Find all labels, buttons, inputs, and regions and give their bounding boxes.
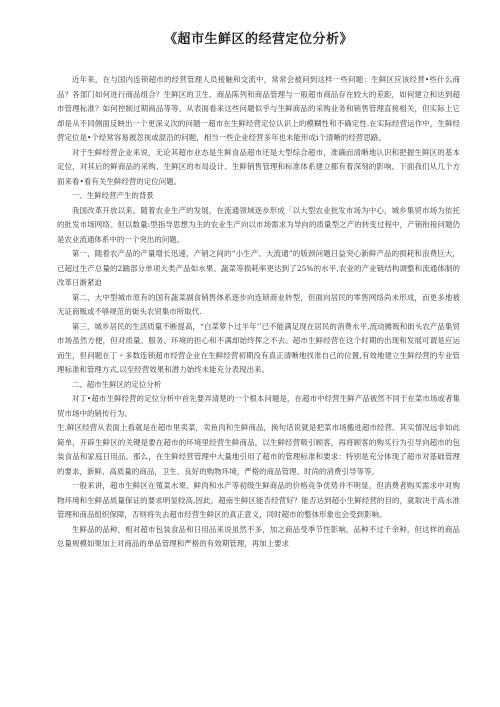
paragraph: 生鲜品的品种，相对超市包装食品和日用品来说虽然不多，加之商品受季节性影响，品种不过千余种，但这样的商品总量规模如果加上对商品的单品管理和严格的有效期管理，再加上要求: [57, 524, 460, 548]
section-heading: 一、生鲜经营产生的背景: [71, 191, 154, 200]
section-heading: 二、超市生鲜区的定位分析: [71, 379, 162, 389]
paragraph: 对于生鲜经营企业来说，无论其超市业态是生鲜食品超市还是大型综合超市，准确而清晰地认识和把握生鲜区的基本定位，对其后的鲜商品的采购、生鲜区的布局设计、生鲜销售管理和标准体系建立都有着深刻的影响。下面我们从几个方面来看•看有关生鲜经营的定位问题。: [57, 147, 460, 186]
paragraph: 对丁•超市生鲜经营的定位分析中首先要弄清楚的一个根本问题是，在超市中经营生鲜产品被然不同于在菜市场或者集贸市场中的销传行为。: [57, 394, 460, 418]
paragraph: 我国改革开放以来，随着农业生产的发展，在流通领域逐步形成「以大型农业批发市场为中心，城乡集贸市场为依托的批发市场网络。但以数量:型指导思想为主的农业生产向以市场需求为导向的质量型之产的转变过程中，产销衔接问题仍是农业流通体系中的一个突出的问题。: [57, 205, 460, 244]
paragraph: 第三，城乡居民的生活质量不断提高，“白菜萝卜过半年’’已不能满足现在居民的消费水平,流动摊贩和街头农产品集贸市场虽然方便，但对质量、服务、环境的担心和不满却始终挥之不去。超市生鲜经营在这个时期的出现和发展可谓是应运而生，但问题在丁・多数连锁超市经营企业在生鲜经营初期没有真正清晰地找准自己的位置,有效地建立生鲜经营的专业管理标准和管理方式,以至经营效果和潜力始终未能充分表现出来。: [57, 321, 460, 374]
document-title: 《超市生鲜区的经营定位分析》: [163, 32, 353, 47]
paragraph: 近年来，在与国内连锁超市的经营管理人员接触和交流中，常常会被问到这样一些问题：生鲜区应该经营•些什么商品？各部门如何进行商品组合？生鲜区的卫生、商品陈列和商品管理与一般超市商品存在较大的差距，如何建立和达到超市管理标准？如何控制过期商品等等。从表面看来这些问题似乎与生鲜商品的采购业务和销售管理直接相关，但实际上它却是从不同侧面反映出一个更深义次的问题一超市在生鲜经营定位认识上的模糊性和不确定性.在实际经营运作中，生鲜经营定位是•个经常容易被忽视或混沿的问题，相当一些企业经营多年也未能形成i个清晰的经营思路。: [57, 75, 460, 142]
paragraph: 生.鲜区经营从表面上看就是在超市里卖菜，卖鱼肉和生鲜商品，换句话说就是把菜市场搬进超市经营。其实情况远非如此简单，开辟生鲜区的关键是要在超市的环境里经营生鲜商品，以生鲜经营吸引顾客，再将顾客的购买行为引导向超市的包装食品和家庭日用品。那么，在生鲜经营管理中大量地引用了超市的管理标准和要求：特别是充分体现了超市对基础管理的要求，新鲜、高质量的商品，卫生、良好的购物环境，严格的商品管理、时尚的消费引导等等。: [57, 423, 460, 476]
paragraph: 一般来讲，超市生鲜区在殖菜水果、鲜肉和水产等初级生鲜商品的价格竞争优势并不明显，但消费者购买需求中对购物环境和生鲜品质量保证的要求明显较高,因此，超南生鲜区能否经营好？能否达到超小生鲜经营的目的，就取决于高水准管理和商品组织保障，否则将失去超市经营生鲜区的真正意义，同时超市的整体形象也会受到影响。: [57, 481, 460, 519]
paragraph: 第二，大中型城市原有的国有蔬菜副食销售体系逐步向连锁商业转型，但面向居民的零售网络尚未形成，而更多地被无证商贩或不够规范的街头农贸集市所取代.: [57, 292, 460, 316]
paragraph: 第一，随着农产品的产量增长迅速，产销之间的“小生产、大流通”的版颈问题日益突心新鲜产品的损耗和浪费巨大，已超过生产总量的2踹部分单项大类产品如水果、蔬菜等损耗率更达到了25%的水平,农业的产业链结构调整和流通体制的改革日渐紧迫: [57, 249, 460, 287]
document-body: [57, 73, 460, 552]
